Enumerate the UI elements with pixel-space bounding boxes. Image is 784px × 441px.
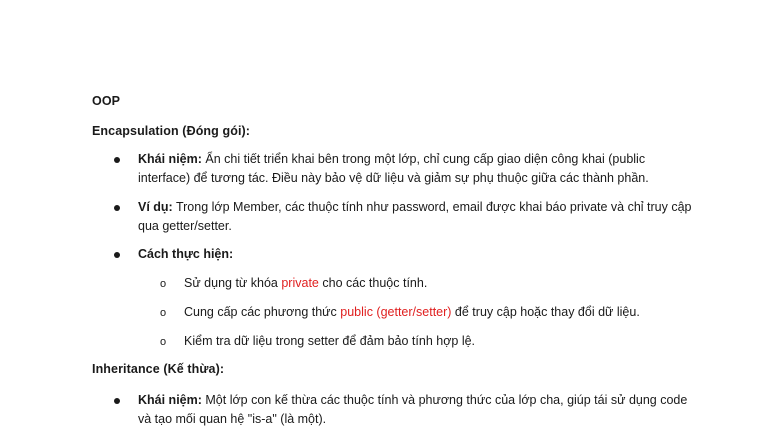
sub-bullet-marker: o	[160, 336, 167, 348]
sub-item-text: để truy cập hoặc thay đổi dữ liệu.	[451, 305, 640, 319]
section-heading-inheritance: Inheritance (Kế thừa):	[92, 362, 225, 376]
bullet-marker	[114, 252, 120, 258]
section-heading-encapsulation: Encapsulation (Đóng gói):	[92, 124, 251, 138]
bullet-item-concept	[138, 150, 698, 188]
bullet-body: Ẩn chi tiết triển khai bên trong một lớp, chỉ cung cấp giao diện công khai (public interface) để tương tác. Điều này bảo vệ dữ liệu và giảm sự phụ thuộc giữa các thành phần.	[138, 152, 649, 185]
sub-item-text: Sử dụng từ khóa	[184, 276, 282, 290]
sub-item-text: Kiểm tra dữ liệu trong setter để đảm bảo tính hợp lệ.	[184, 334, 476, 348]
sub-bullet-marker: o	[160, 278, 167, 290]
sub-item-text: Cung cấp các phương thức	[184, 305, 341, 319]
bullet-label: Ví dụ:	[138, 200, 173, 214]
bullet-body: Trong lớp Member, các thuộc tính như password, email được khai báo private và chỉ truy cập qua getter/setter.	[138, 200, 692, 233]
bullet-marker	[114, 205, 120, 211]
sub-bullet-marker: o	[160, 307, 167, 319]
sub-item-validate	[184, 333, 704, 349]
highlight-keyword: private	[281, 276, 319, 290]
highlight-keyword: public (getter/setter)	[340, 305, 452, 319]
sub-item-text: cho các thuộc tính.	[318, 276, 428, 290]
bullet-label: Cách thực hiện:	[138, 247, 234, 261]
bullet-marker	[114, 157, 120, 163]
document-title: OOP	[92, 94, 121, 108]
sub-item-private	[184, 275, 704, 291]
sub-item-public	[184, 304, 704, 320]
bullet-marker	[114, 398, 120, 404]
bullet-item-inheritance-concept	[138, 391, 698, 429]
bullet-body: Một lớp con kế thừa các thuộc tính và phương thức của lớp cha, giúp tái sử dụng code và tạo mối quan hệ "is-a" (là một).	[138, 393, 688, 426]
bullet-item-method	[138, 245, 698, 264]
bullet-label: Khái niệm:	[138, 152, 202, 166]
bullet-label: Khái niệm:	[138, 393, 202, 407]
bullet-item-example	[138, 198, 698, 236]
